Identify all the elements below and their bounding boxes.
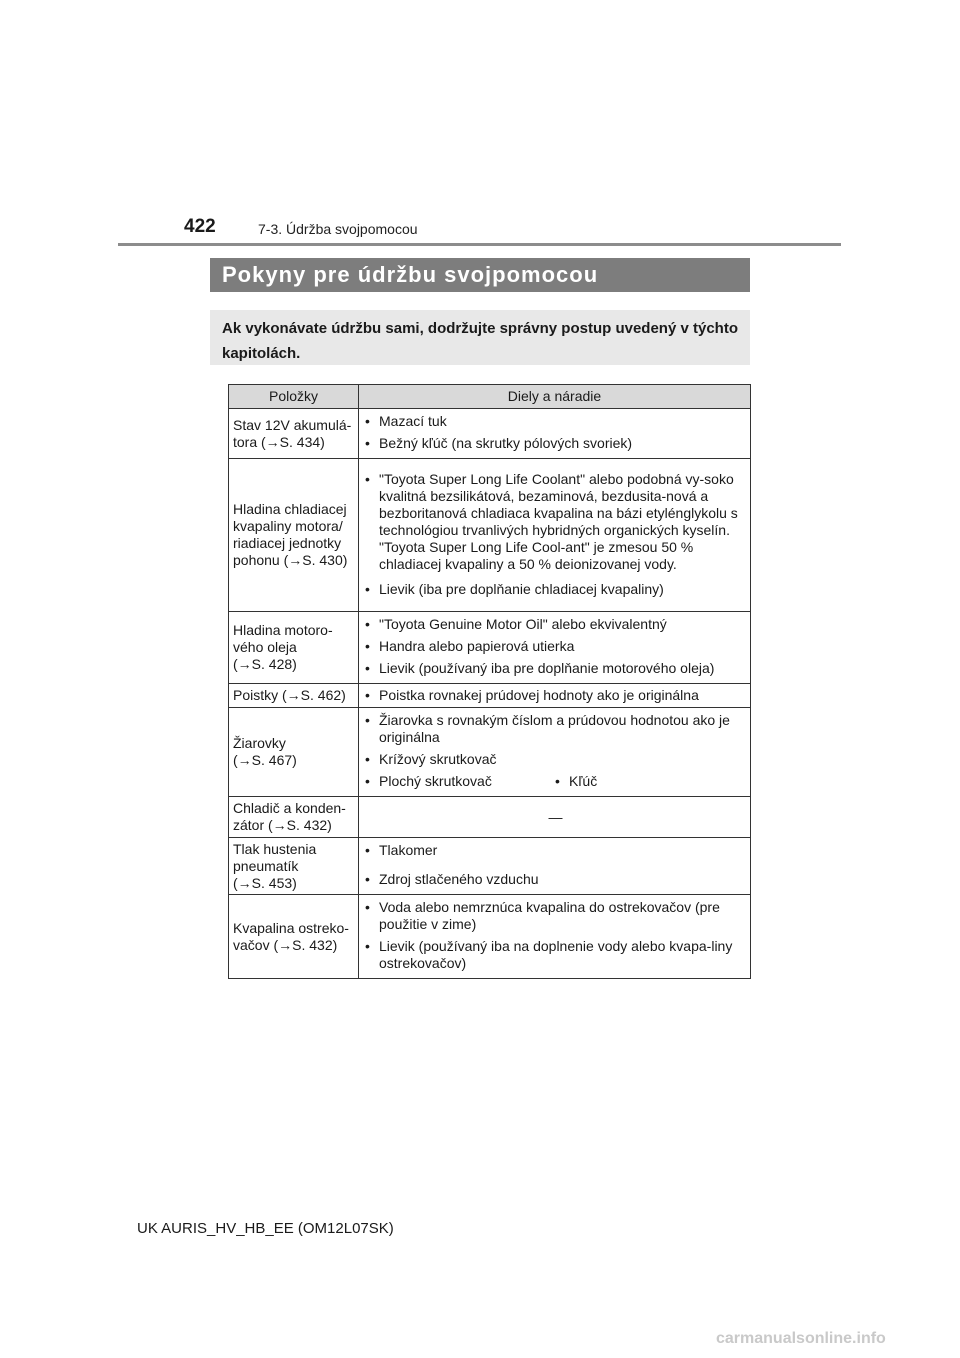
empty-dash: — xyxy=(548,808,563,825)
item-line: Poistky (→S. 462) xyxy=(233,687,346,703)
item-cell xyxy=(229,459,359,612)
item-line: Hladina chladiacej xyxy=(233,501,347,517)
item-line: Stav 12V akumulá- xyxy=(233,416,352,433)
section-label: 7-3. Údržba svojpomocou xyxy=(258,221,418,237)
item-cell xyxy=(229,708,359,797)
list-item: • Poistka rovnakej prúdovej hodnoty ako je originálna xyxy=(365,687,746,704)
item-line: pohonu (→S. 430) xyxy=(233,552,348,568)
parts-cell xyxy=(359,459,751,612)
table-header-row xyxy=(229,385,751,409)
parts-cell xyxy=(359,797,751,838)
list-item: • Krížový skrutkovač xyxy=(365,751,746,768)
watermark-link[interactable]: carmanualsonline.info xyxy=(716,1330,886,1347)
item-line: Žiarovky xyxy=(233,735,286,751)
list-item: • Handra alebo papierová utierka xyxy=(365,638,746,655)
item-line: Kvapalina ostreko- xyxy=(233,919,349,936)
table-row xyxy=(229,612,751,684)
parts-cell xyxy=(359,612,751,684)
page-title: Pokyny pre údržbu svojpomocou xyxy=(222,262,599,287)
list-item: • "Toyota Super Long Life Coolant" alebo podobná vy-soko kvalitná bezsilikátová, bezaminová, bezdusita-nová a bezboritanová chladiaca kvapalina na bázi etylénglykolu s technológiou trvanlivých hybridných organických kyselín. "Toyota Super Long Life Cool-ant" je zmesou 50 % chladiacej kvapaliny a 50 % deionizovanej vody. xyxy=(365,471,746,573)
item-cell xyxy=(229,797,359,838)
page-number: 422 xyxy=(184,216,216,237)
intro-box xyxy=(210,310,750,365)
item-line: Tlak hustenia xyxy=(233,840,317,857)
table-row xyxy=(229,708,751,797)
item-cell xyxy=(229,612,359,684)
list-item-pair xyxy=(365,773,746,790)
list-item: • Bežný kľúč (na skrutky pólových svoriek) xyxy=(365,435,746,452)
table-row xyxy=(229,409,751,459)
header-rule xyxy=(118,243,841,246)
table-row xyxy=(229,684,751,708)
list-item: • Lievik (iba pre doplňanie chladiacej kvapaliny) xyxy=(365,581,746,598)
column-header-items: Položky xyxy=(229,385,359,409)
list-item: • Kľúč xyxy=(555,773,597,790)
item-line: vačov (→S. 432) xyxy=(233,936,338,953)
title-bar xyxy=(210,258,750,292)
item-cell xyxy=(229,895,359,979)
list-item: • Mazací tuk xyxy=(365,413,746,430)
item-line: (→S. 428) xyxy=(233,656,297,672)
item-line: (→S. 467) xyxy=(233,752,297,768)
item-line: Hladina motoro- xyxy=(233,622,333,638)
parts-cell xyxy=(359,684,751,708)
column-header-parts: Diely a náradie xyxy=(359,385,751,409)
item-line: zátor (→S. 432) xyxy=(233,817,332,833)
list-item: • Voda alebo nemrznúca kvapalina do ostrekovačov (pre použitie v zime) xyxy=(365,899,746,933)
item-line: tora (→S. 434) xyxy=(233,433,325,450)
item-cell xyxy=(229,838,359,895)
footer-model-code: UK AURIS_HV_HB_EE (OM12L07SK) xyxy=(137,1220,394,1237)
table-row xyxy=(229,838,751,895)
parts-cell xyxy=(359,895,751,979)
list-item: • Lievik (používaný iba pre doplňanie motorového oleja) xyxy=(365,660,746,677)
item-line: (→S. 453) xyxy=(233,874,297,891)
parts-cell xyxy=(359,409,751,459)
list-item: • "Toyota Genuine Motor Oil" alebo ekvivalentný xyxy=(365,616,746,633)
table-row xyxy=(229,797,751,838)
intro-text: Ak vykonávate údržbu sami, dodržujte správny postup uvedený v týchto kapitolách. xyxy=(222,320,738,362)
item-cell xyxy=(229,684,359,708)
item-line: vého oleja xyxy=(233,639,297,655)
item-line: pneumatík xyxy=(233,857,299,874)
parts-cell xyxy=(359,838,751,895)
item-cell xyxy=(229,409,359,459)
list-item: • Zdroj stlačeného vzduchu xyxy=(365,871,746,888)
table-row xyxy=(229,459,751,612)
list-item: • Tlakomer xyxy=(365,842,746,859)
item-line: riadiacej jednotky xyxy=(233,535,342,551)
list-item: • Lievik (používaný iba na doplnenie vody alebo kvapa-liny ostrekovačov) xyxy=(365,938,746,972)
list-item: • Žiarovka s rovnakým číslom a prúdovou hodnotou ako je originálna xyxy=(365,712,746,746)
item-line: Chladič a konden- xyxy=(233,800,346,816)
parts-cell xyxy=(359,708,751,797)
table-row xyxy=(229,895,751,979)
item-line: kvapaliny motora/ xyxy=(233,518,343,534)
list-item: • Plochý skrutkovač xyxy=(365,773,555,790)
maintenance-table xyxy=(228,384,751,979)
